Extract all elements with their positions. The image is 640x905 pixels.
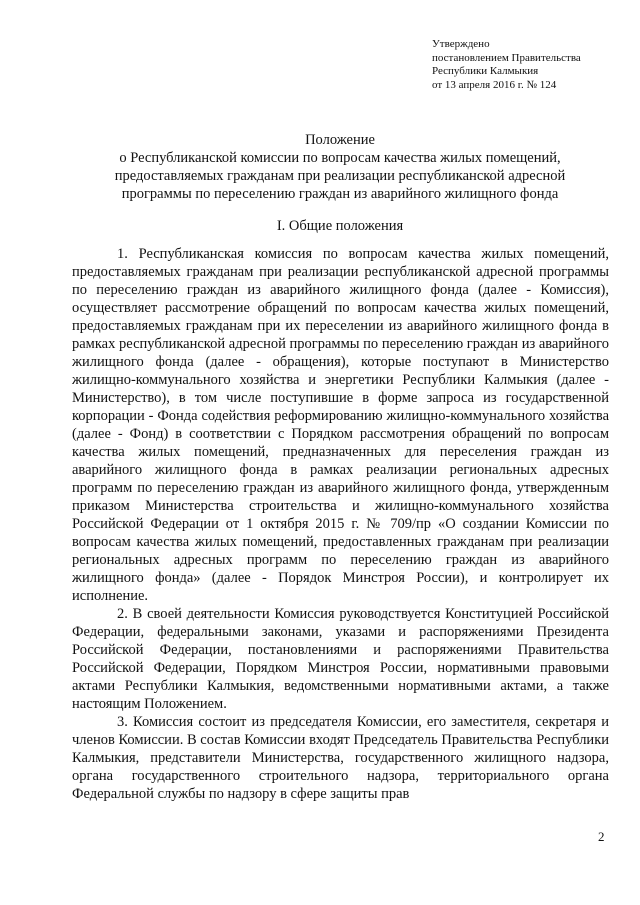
paragraph: 2. В своей деятельности Комиссия руководствуется Конституцией Российской Федерации, федеральными законами, указами и распоряжениями Президента Российской Федерации, постановлениями и распоряжениями Правительства Российской Федерации, Порядком Минстроя России, нормативными правовыми актами Республики Калмыкия, ведомственными нормативными актами, а также настоящим Положением.	[72, 606, 609, 712]
approval-line: от 13 апреля 2016 г. № 124	[432, 78, 557, 91]
approval-line: Республики Калмыкия	[432, 65, 539, 77]
paragraph: 1. Республиканская комиссия по вопросам качества жилых помещений, предоставляемых гражданам при реализации республиканской адресной программы по переселению граждан из аварийного жилищного фонда (далее - Комиссия), осуществляет рассмотрение обращений по вопросам качества жилых помещений, предоставляемых гражданам при их переселении из аварийного жилищного фонда в рамках республиканской адресной программы по переселению граждан из аварийного жилищного фонда (далее - обращения), которые поступают в Министерство жилищно-коммунального хозяйства и энергетики Республики Калмыкия (далее - Министерство), в том числе поступившие в форме запроса из государственной корпорации - Фонда содействия реформированию жилищно-коммунального хозяйства (далее - Фонд) в соответствии с Порядком рассмотрения обращений по вопросам качества жилых помещений, предназначенных для переселения граждан из аварийного жилищного фонда в рамках реализации региональных адресных программ по переселению граждан из аварийного жилищного фонда, утвержденным приказом Министерства строительства и жилищно-коммунального хозяйства Российской Федерации от 1 октября 2015 г. № 709/пр «О создании Комиссии по вопросам качества жилых помещений, предоставленных гражданам при реализации региональных адресных программ по переселению граждан из аварийного жилищного фонда» (далее - Порядок Минстроя России), и контролирует их исполнение.	[72, 246, 609, 604]
approval-line: постановлением Правительства	[432, 51, 581, 64]
title-line: о Республиканской комиссии по вопросам качества жилых помещений,	[119, 150, 561, 166]
section-heading: I. Общие положения	[276, 218, 404, 234]
page-number: 2	[598, 829, 605, 844]
title-line: программы по переселению граждан из аварийного жилищного фонда	[121, 186, 559, 202]
approval-line: Утверждено	[432, 38, 490, 50]
title-line: предоставляемых гражданам при реализации республиканской адресной	[114, 168, 566, 184]
approval-stamp	[432, 38, 632, 92]
body-text	[72, 245, 609, 803]
paragraph: 3. Комиссия состоит из председателя Комиссии, его заместителя, секретаря и членов Комиссии. В состав Комиссии входят Председатель Правительства Республики Калмыкия, представители Министерства, государственного жилищного надзора, органа государственного строительного надзора, территориального органа Федеральной службы по надзору в сфере защиты прав	[72, 714, 609, 802]
document-title	[70, 131, 610, 203]
title-line: Положение	[305, 132, 375, 148]
